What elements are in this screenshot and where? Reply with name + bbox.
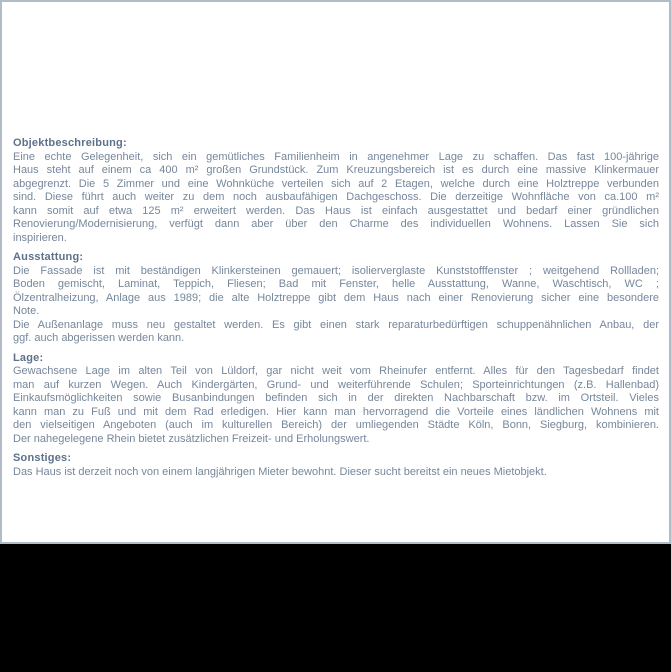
- text-line: Eine echte Gelegenheit, sich ein gemütliches Familienheim in angenehmer Lage zu schaffen. Das fast 100-jährige: [13, 150, 659, 163]
- text-line: Einkaufsmöglichkeiten sowie Busanbindungen befinden sich in der direkten Nachbarschaft bzw. im Ortsteil. Vieles: [13, 392, 659, 404]
- text-line: den vielseitigen Angeboten (auch im kulturellen Bereich) der umliegenden Städte Köln, Bonn, Siegburg, kombinieren.: [13, 419, 659, 431]
- text-line: Der nahegelegene Rhein bietet zusätzlichen Freizeit- und Erholungswert.: [13, 432, 370, 445]
- text-line: Note.: [13, 305, 40, 317]
- text-line: inspirieren.: [13, 231, 67, 244]
- text-line: man auf kurzen Wegen. Auch Kindergärten, Grund- und weiterführende Schulen; Sporteinrichtungen (z.B. Hallenbad): [13, 378, 659, 391]
- section-heading: Objektbeschreibung:: [13, 137, 127, 149]
- text-line: Das Haus ist derzeit noch von einem langjährigen Mieter bewohnt. Dieser sucht bereitst ein neues Mietobjekt.: [13, 465, 547, 478]
- document-content: [13, 137, 659, 485]
- text-line: kann man zu Fuß und mit dem Rad erledigen. Hier kann man hervorragend die Vorteile eines ländlichen Wohnens mit: [13, 405, 659, 418]
- section-sonstiges: [13, 452, 659, 479]
- section-heading: Lage:: [13, 351, 44, 364]
- text-line: Boden gemischt, Laminat, Teppich, Fliesen; Bad mit Fenster, helle Ausstattung, Wanne, Waschtisch, WC ;: [13, 278, 659, 290]
- backdrop-black-area: [0, 544, 671, 672]
- section-heading: Ausstattung:: [13, 251, 84, 263]
- text-line: Ölzentralheizung, Anlage aus 1989; die alte Holztreppe gibt dem Haus nach einer Renovierung sicher eine besondere: [13, 291, 659, 304]
- section-heading: Sonstiges:: [13, 452, 72, 464]
- text-line: ggf. auch abgerissen werden kann.: [13, 332, 185, 344]
- text-line: Haus steht auf einem ca 400 m² großen Grundstück. Zum Kreuzungsbereich ist es durch eine massive Klinkermauer: [13, 164, 659, 176]
- text-line: sind. Diese führt auch weiter zu dem noch ausbaufähigen Dachgeschoss. Die derzeitige Wohnfläche von ca.100 m²: [13, 191, 659, 203]
- section-lage: [13, 352, 659, 447]
- text-line: Die Außenanlage muss neu gestaltet werden. Es gibt einen stark reparaturbedürftigen schuppenähnlichen Anbau, der: [13, 318, 659, 331]
- text-line: Die Fassade ist mit beständigen Klinkersteinen gemauert; isolierverglaste Kunststofffenster ; weitgehend Rollladen;: [13, 264, 659, 277]
- text-line: kann somit auf etwa 125 m² erweitert werden. Das Haus ist einfach ausgestattet und bedarf einer gründlichen: [13, 204, 659, 217]
- text-line: Gewachsene Lage im alten Teil von Lüldorf, gar nicht weit vom Rheinufer entfernt. Alles für den Tagesbedarf findet: [13, 365, 659, 377]
- section-ausstattung: [13, 251, 659, 346]
- text-line: abgegrenzt. Die 5 Zimmer und eine Wohnküche verteilen sich auf 2 Etagen, welche durch eine Holztreppe verbunden: [13, 177, 659, 190]
- section-objektbeschreibung: [13, 137, 659, 245]
- text-line: Renovierung/Modernisierung, verfügt dann aber über den Charme des individuellen Wohnens. Lassen Sie sich: [13, 218, 659, 230]
